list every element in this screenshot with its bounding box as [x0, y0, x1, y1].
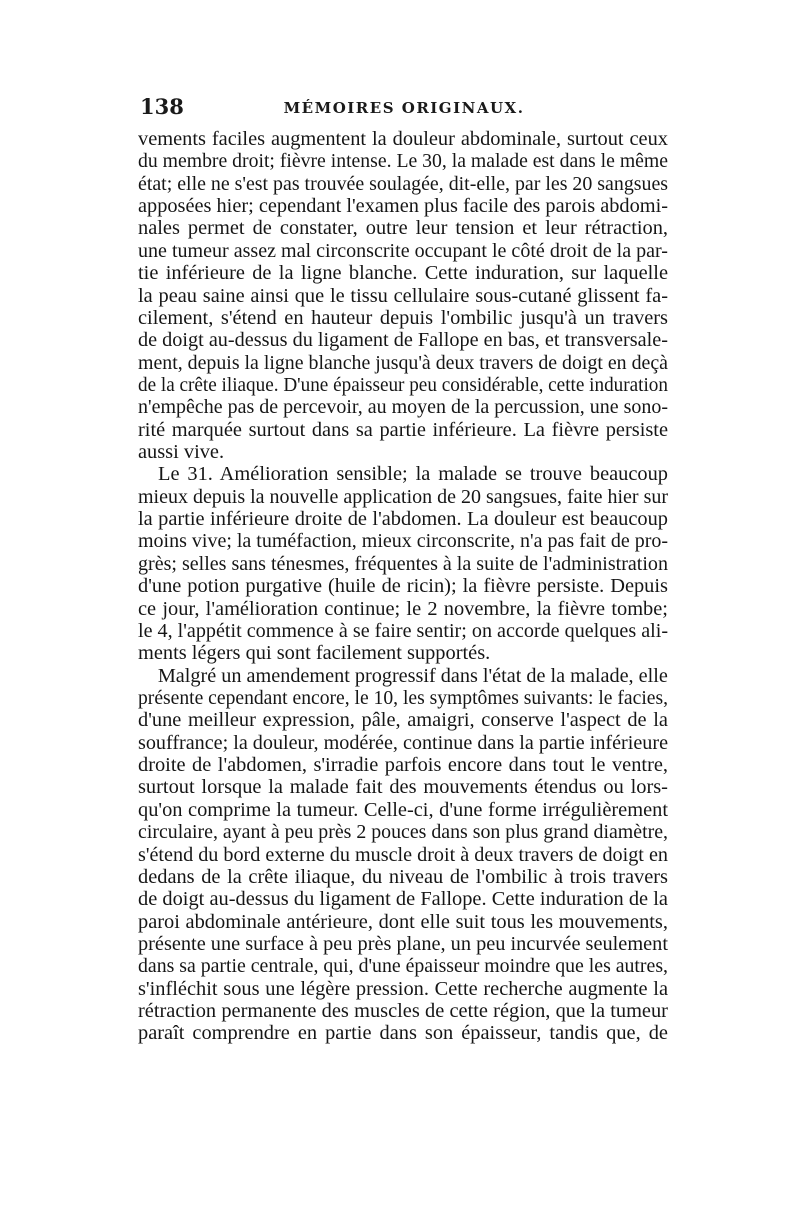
- text-line: nales permet de constater, outre leur tension et leur rétraction,: [138, 217, 669, 240]
- text-line: paroi abdominale antérieure, dont elle suit tous les mouvements,: [138, 910, 668, 933]
- text-line: la partie inférieure droite de l'abdomen. La douleur est beaucoup: [138, 508, 668, 531]
- text-line: rétraction permanente des muscles de cette région, que la tumeur: [138, 1000, 668, 1023]
- text-line: tie inférieure de la ligne blanche. Cette induration, sur laquelle: [138, 262, 669, 285]
- text-line: une tumeur assez mal circonscrite occupant le côté droit de la par-: [138, 239, 668, 262]
- text-line: mieux depuis la nouvelle application de 20 sangsues, faite hier sur: [138, 485, 669, 508]
- text-line: dans sa partie centrale, qui, d'une épaisseur moindre que les autres,: [138, 955, 668, 978]
- page-number: 138: [140, 94, 184, 119]
- text-line: de doigt au-dessus du ligament de Fallope. Cette induration de la: [138, 888, 668, 911]
- text-line: circulaire, ayant à peu près 2 pouces dans son plus grand diamètre,: [138, 821, 668, 844]
- text-line: paraît comprendre en partie dans son épaisseur, tandis que, de: [138, 1022, 668, 1045]
- page-header: [140, 94, 668, 124]
- text-line: vements faciles augmentent la douleur abdominale, surtout ceux: [138, 128, 668, 150]
- text-line: le 4, l'appétit commence à se faire sentir; on accorde quelques ali-: [138, 619, 669, 642]
- text-line: s'infléchit sous une légère pression. Cette recherche augmente la: [138, 977, 669, 1000]
- text-line: droite de l'abdomen, s'irradie parfois encore dans tout le ventre,: [138, 754, 669, 777]
- text-line: la peau saine ainsi que le tissu cellulaire sous-cutané glissent fa-: [138, 284, 668, 307]
- text-line: surtout lorsque la malade fait des mouvements étendus ou lors-: [138, 776, 668, 799]
- text-line: cilement, s'étend en hauteur depuis l'ombilic jusqu'à un travers: [138, 306, 668, 329]
- text-line: apposées hier; cependant l'examen plus facile des parois abdomi-: [138, 195, 668, 218]
- body-text: [138, 128, 668, 1045]
- text-line: ce jour, l'amélioration continue; le 2 novembre, la fièvre tombe;: [138, 597, 668, 620]
- text-line: état; elle ne s'est pas trouvée soulagée, dit-elle, par les 20 sangsues: [138, 172, 669, 195]
- text-line: dedans de la crête iliaque, du niveau de l'ombilic à trois travers: [138, 865, 668, 888]
- text-line: d'une meilleur expression, pâle, amaigri, conserve l'aspect de la: [138, 709, 668, 732]
- text-line: grès; selles sans ténesmes, fréquentes à la suite de l'administration: [138, 552, 668, 575]
- text-line: ments légers qui sont facilement supportés.: [138, 642, 491, 665]
- text-line: Le 31. Amélioration sensible; la malade se trouve beaucoup: [158, 463, 669, 486]
- text-line: présente une surface à peu près plane, un peu incurvée seulement: [138, 932, 668, 955]
- text-line: présente cependant encore, le 10, les symptômes suivants: le facies,: [138, 686, 668, 709]
- text-line: moins vive; la tuméfaction, mieux circonscrite, n'a pas fait de pro-: [138, 530, 669, 553]
- text-line: de doigt au-dessus du ligament de Fallope en bas, et transversale-: [138, 329, 668, 352]
- text-line: souffrance; la douleur, modérée, continue dans la partie inférieure: [138, 731, 669, 754]
- text-line: s'étend du bord externe du muscle droit à deux travers de doigt en: [138, 843, 668, 866]
- running-head: MÉMOIRES ORIGINAUX.: [283, 99, 525, 117]
- text-line: aussi vive.: [138, 441, 225, 464]
- text-line: rité marquée surtout dans sa partie inférieure. La fièvre persiste: [138, 418, 669, 441]
- text-line: ment, depuis la ligne blanche jusqu'à deux travers de doigt en deçà: [138, 351, 668, 374]
- text-line: du membre droit; fièvre intense. Le 30, la malade est dans le même: [138, 150, 669, 173]
- text-line: de la crête iliaque. D'une épaisseur peu considérable, cette induration: [138, 373, 668, 396]
- text-line: qu'on comprime la tumeur. Celle-ci, d'une forme irrégulièrement: [138, 798, 668, 821]
- text-line: d'une potion purgative (huile de ricin); la fièvre persiste. Depuis: [138, 575, 668, 598]
- text-line: n'empêche pas de percevoir, au moyen de la percussion, une sono-: [138, 396, 668, 419]
- text-line: Malgré un amendement progressif dans l'état de la malade, elle: [157, 664, 668, 687]
